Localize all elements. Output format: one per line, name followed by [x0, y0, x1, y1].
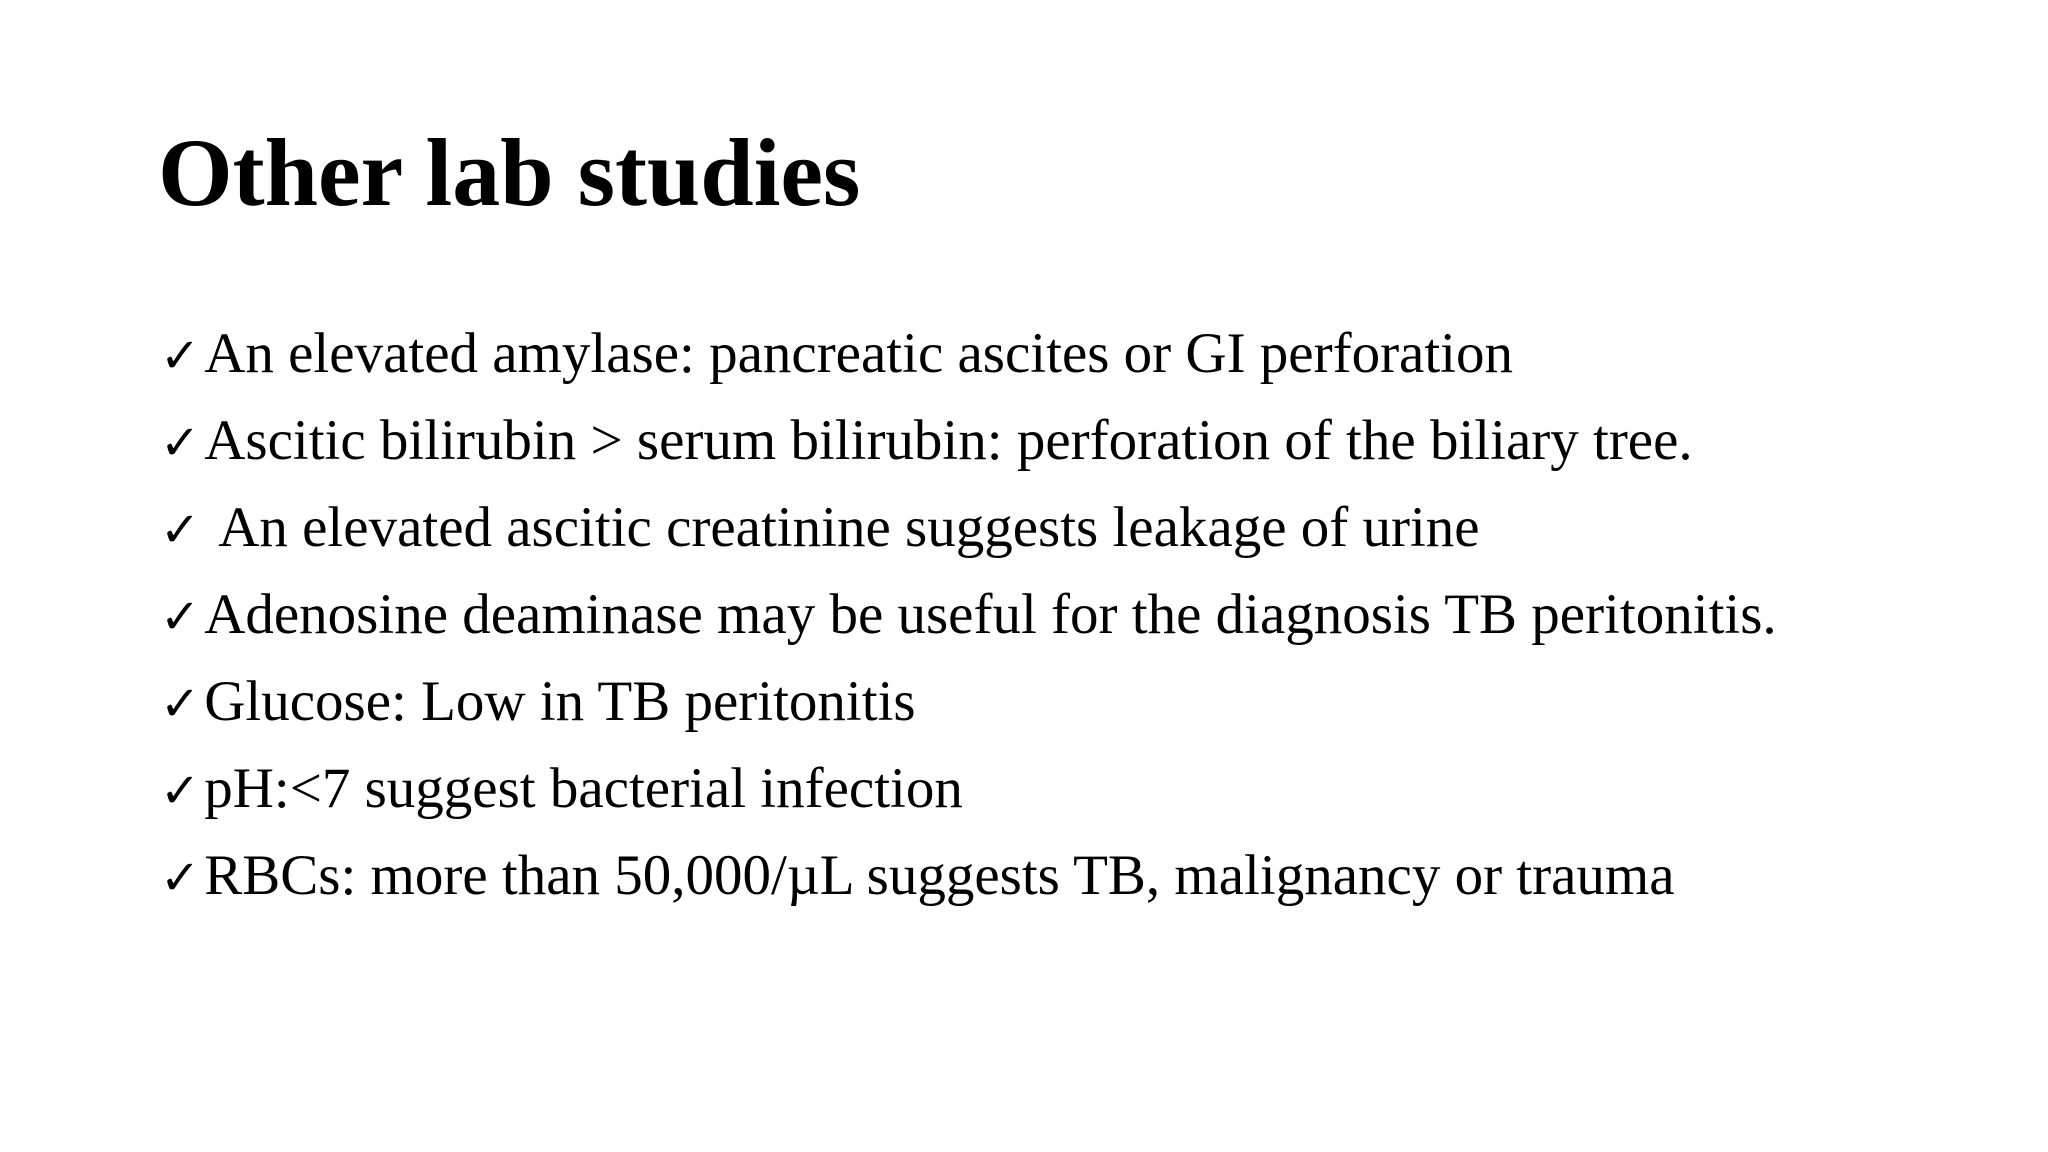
check-icon: ✓ [160, 415, 201, 471]
bullet-list [160, 310, 1777, 919]
slide-title: Other lab studies [158, 119, 861, 226]
list-item [160, 658, 1777, 745]
list-item [160, 745, 1777, 832]
list-item [160, 310, 1777, 397]
list-item [160, 397, 1777, 484]
list-item [160, 484, 1777, 571]
bullet-text: Adenosine deaminase may be useful for the diagnosis TB peritonitis. [204, 583, 1777, 646]
check-icon: ✓ [160, 676, 201, 732]
check-icon: ✓ [160, 850, 201, 906]
bullet-text: Glucose: Low in TB peritonitis [204, 670, 916, 733]
check-icon: ✓ [160, 328, 201, 384]
check-icon: ✓ [160, 502, 201, 558]
bullet-text: An elevated amylase: pancreatic ascites or GI perforation [204, 322, 1514, 385]
bullet-text: pH:<7 suggest bacterial infection [204, 757, 963, 820]
bullet-text: Ascitic bilirubin > serum bilirubin: perforation of the biliary tree. [204, 409, 1693, 472]
bullet-text: An elevated ascitic creatinine suggests leakage of urine [218, 496, 1480, 559]
list-item [160, 571, 1777, 658]
check-icon: ✓ [160, 589, 201, 645]
check-icon: ✓ [160, 763, 201, 819]
bullet-text: RBCs: more than 50,000/µL suggests TB, malignancy or trauma [204, 844, 1675, 907]
list-item [160, 832, 1777, 919]
